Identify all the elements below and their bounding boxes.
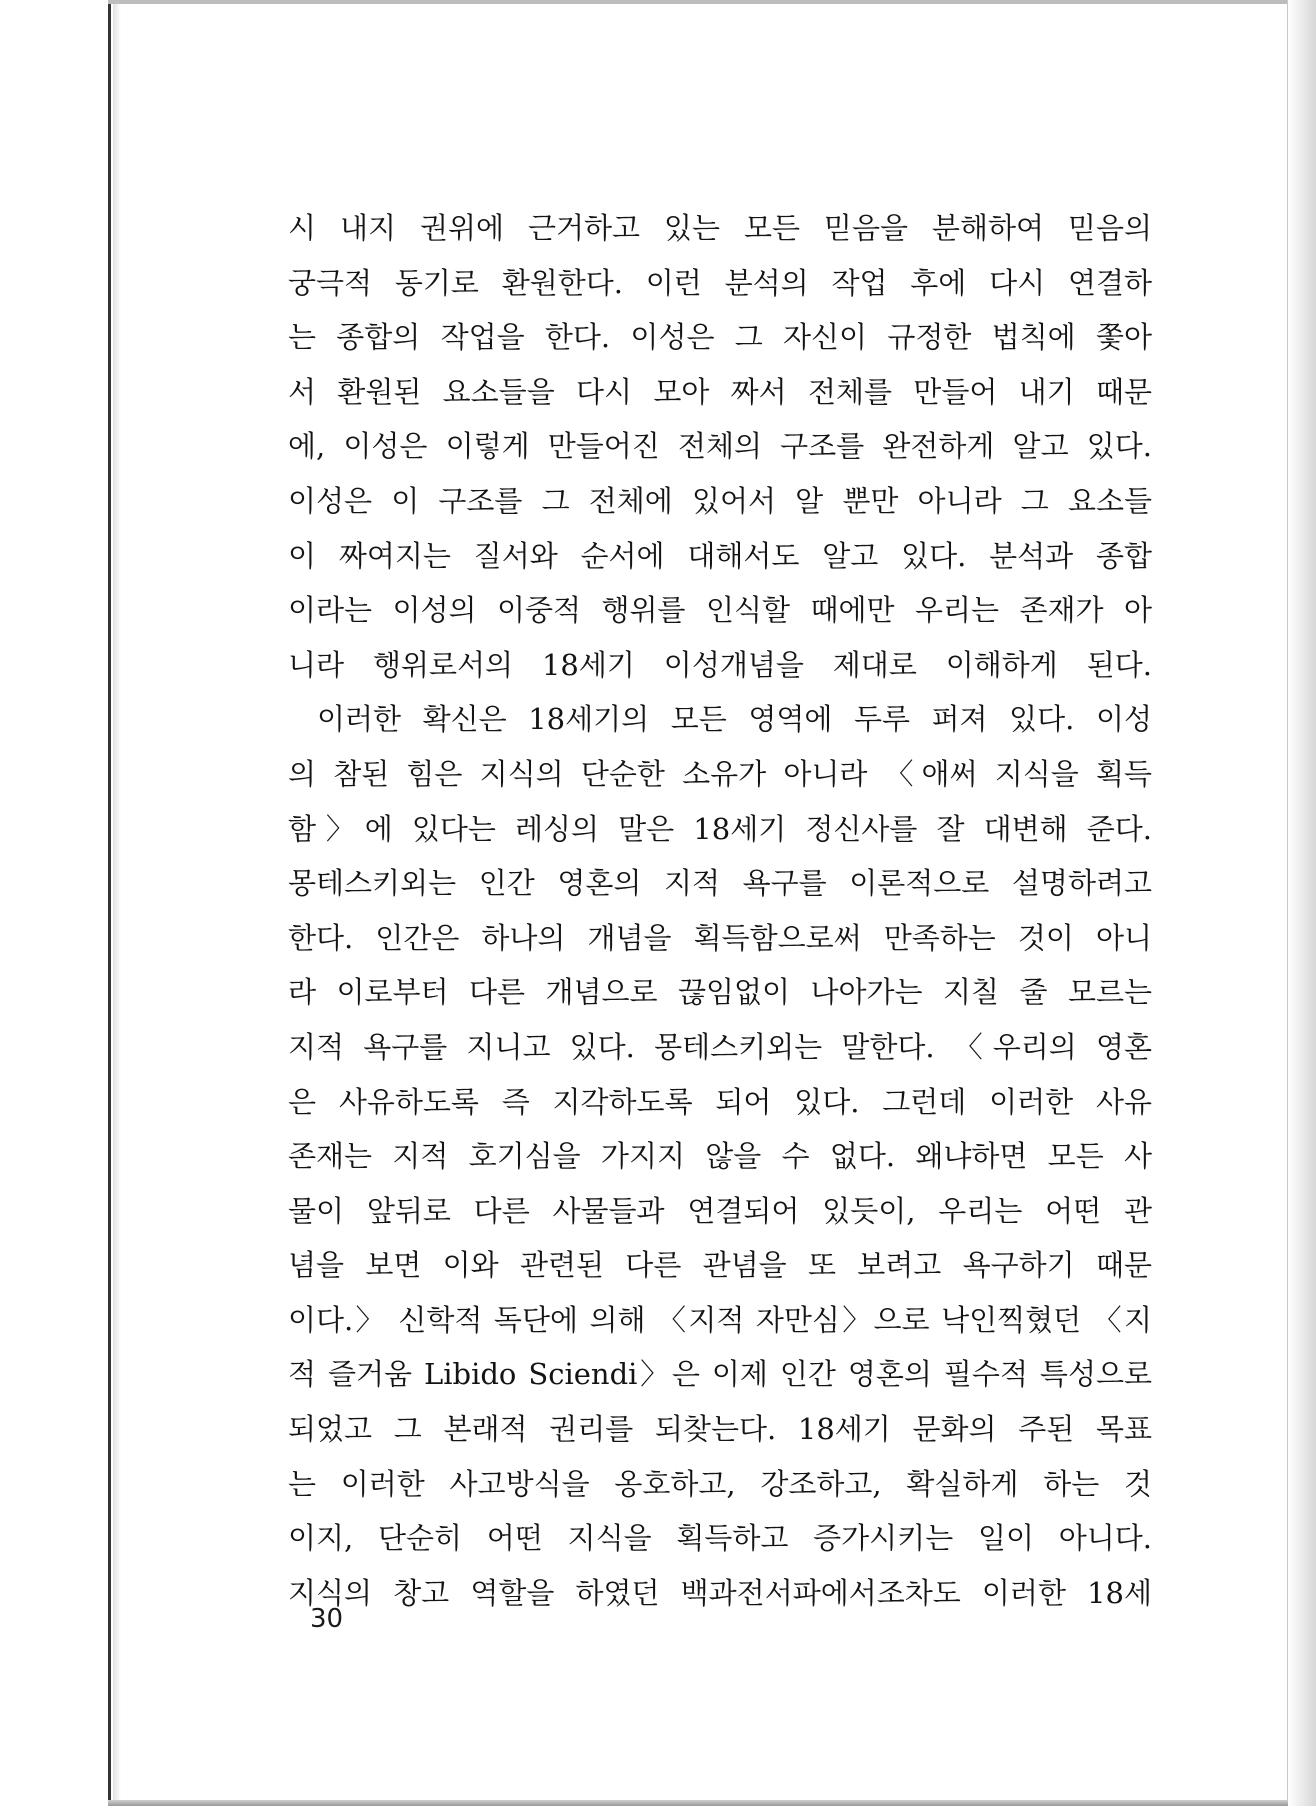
page-bottom-edge: [108, 1800, 1288, 1806]
text-line: 궁극적 동기로 환원한다. 이런 분석의 작업 후에 다시 연결하: [288, 265, 1152, 300]
book-spine: [108, 0, 111, 1806]
page-number: 30: [310, 1604, 344, 1634]
page-right-edge: [1287, 0, 1316, 1806]
text-line: 이성은 이 구조를 그 전체에 있어서 알 뿐만 아니라 그 요소들: [288, 483, 1152, 518]
text-line: 이러한 확신은 18세기의 모든 영역에 두루 퍼져 있다. 이성: [317, 702, 1152, 737]
text-line: 이다.〉 신학적 독단에 의해 〈지적 자만심〉으로 낙인찍혔던 〈지: [288, 1302, 1152, 1337]
text-line: 니라 행위로서의 18세기 이성개념을 제대로 이해하게 된다.: [288, 647, 1152, 682]
text-line: 념을 보면 이와 관련된 다른 관념을 또 보려고 욕구하기 때문: [288, 1248, 1152, 1283]
text-line: 에, 이성은 이렇게 만들어진 전체의 구조를 완전하게 알고 있다.: [288, 429, 1152, 464]
text-line: 은 사유하도록 즉 지각하도록 되어 있다. 그런데 이러한 사유: [288, 1084, 1152, 1119]
text-line: 함〉에 있다는 레싱의 말은 18세기 정신사를 잘 대변해 준다.: [288, 811, 1152, 846]
text-line: 는 종합의 작업을 한다. 이성은 그 자신이 규정한 법칙에 쫓아: [288, 320, 1152, 355]
text-line: 서 환원된 요소들을 다시 모아 짜서 전체를 만들어 내기 때문: [288, 374, 1152, 409]
text-line: 물이 앞뒤로 다른 사물들과 연결되어 있듯이, 우리는 어떤 관: [288, 1193, 1152, 1228]
text-line: 한다. 인간은 하나의 개념을 획득함으로써 만족하는 것이 아니: [288, 920, 1152, 955]
text-line: 이지, 단순히 어떤 지식을 획득하고 증가시키는 일이 아니다.: [288, 1521, 1152, 1556]
text-line: 이라는 이성의 이중적 행위를 인식할 때에만 우리는 존재가 아: [288, 593, 1152, 628]
text-line: 는 이러한 사고방식을 옹호하고, 강조하고, 확실하게 하는 것: [288, 1466, 1152, 1501]
text-line: 이 짜여지는 질서와 순서에 대해서도 알고 있다. 분석과 종합: [288, 538, 1152, 573]
body-text: [288, 201, 1152, 1620]
text-line: 지식의 창고 역할을 하였던 백과전서파에서조차도 이러한 18세: [288, 1575, 1152, 1610]
text-line: 적 즐거움 Libido Sciendi〉은 이제 인간 영혼의 필수적 특성으로: [288, 1357, 1152, 1392]
text-line: 라 이로부터 다른 개념으로 끊임없이 나아가는 지칠 줄 모르는: [288, 975, 1152, 1010]
page-top-edge: [108, 0, 1288, 4]
text-line: 몽테스키외는 인간 영혼의 지적 욕구를 이론적으로 설명하려고: [288, 866, 1152, 901]
spine-shadow: [113, 0, 121, 1806]
text-line: 되었고 그 본래적 권리를 되찾는다. 18세기 문화의 주된 목표: [288, 1412, 1152, 1447]
text-line: 의 참된 힘은 지식의 단순한 소유가 아니라 〈애써 지식을 획득: [288, 756, 1152, 791]
text-line: 존재는 지적 호기심을 가지지 않을 수 없다. 왜냐하면 모든 사: [288, 1139, 1152, 1174]
text-line: 지적 욕구를 지니고 있다. 몽테스키외는 말한다. 〈우리의 영혼: [288, 1029, 1152, 1064]
text-line: 시 내지 권위에 근거하고 있는 모든 믿음을 분해하여 믿음의: [288, 211, 1152, 245]
